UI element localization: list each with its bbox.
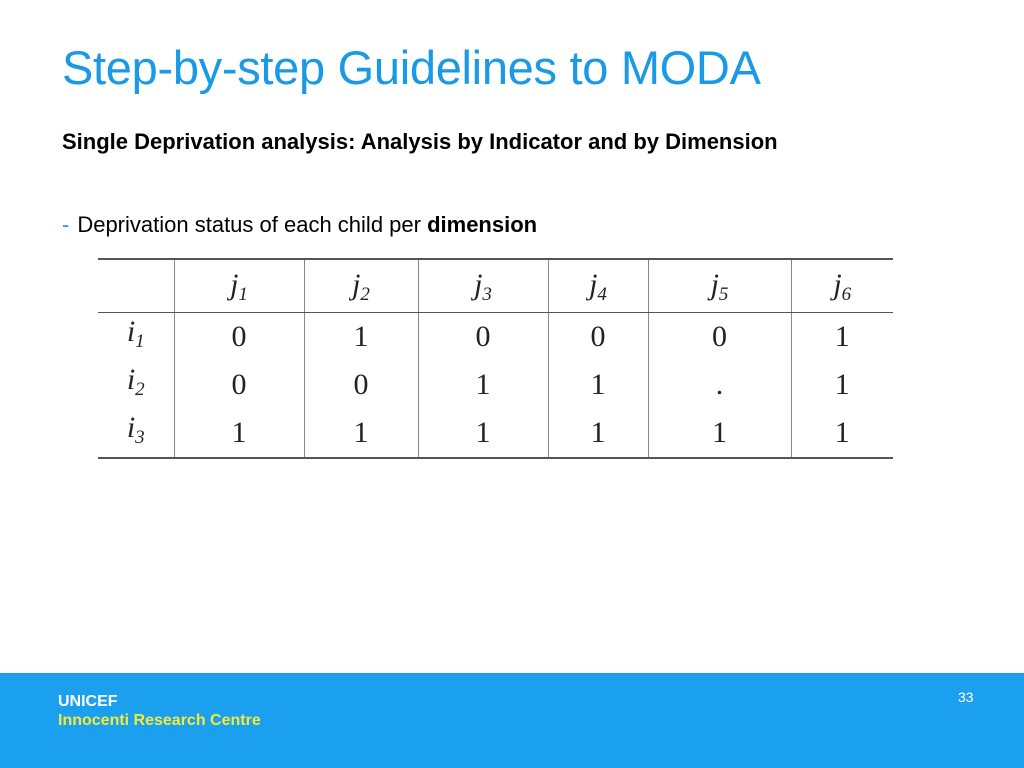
- table-cell: 1: [174, 409, 304, 458]
- bullet-text: Deprivation status of each child per: [77, 212, 428, 237]
- table-cell: .: [648, 361, 791, 409]
- bullet-emphasis: dimension: [427, 212, 538, 237]
- table-cell: 0: [174, 361, 304, 409]
- footer-centre-name: Innocenti Research Centre: [58, 712, 261, 729]
- column-header: $j_3$: [418, 259, 548, 313]
- table-row: [98, 313, 893, 362]
- table-row: [98, 361, 893, 409]
- column-header: $j_4$: [548, 259, 648, 313]
- deprivation-table: [98, 258, 893, 459]
- slide-subtitle: Single Deprivation analysis: Analysis by Indicator and by Dimension: [62, 129, 778, 154]
- table-cell: 0: [648, 313, 791, 362]
- column-header: $j_6$: [791, 259, 893, 313]
- table-cell: 0: [174, 313, 304, 362]
- footer-bar: [0, 673, 1024, 768]
- page-number: 33: [958, 689, 974, 705]
- table-cell: 1: [548, 409, 648, 458]
- table-cell: 1: [791, 313, 893, 362]
- column-header: $j_5$: [648, 259, 791, 313]
- table-cell: 1: [548, 361, 648, 409]
- table-cell: 0: [304, 361, 418, 409]
- table-row: [98, 409, 893, 458]
- column-header: $j_2$: [304, 259, 418, 313]
- slide-title: Step-by-step Guidelines to MODA: [62, 41, 761, 94]
- table-cell: 1: [418, 361, 548, 409]
- row-header: $i_1$: [126, 315, 145, 352]
- table-cell: 1: [304, 313, 418, 362]
- row-header: $i_2$: [126, 363, 145, 400]
- table-cell: 0: [548, 313, 648, 362]
- deprivation-table-figure: [98, 258, 893, 449]
- table-cell: 1: [304, 409, 418, 458]
- footer-org-name: UNICEF: [58, 693, 118, 710]
- row-header: $i_3$: [98, 409, 174, 458]
- corner-cell: [98, 259, 174, 313]
- table-cell: 1: [791, 361, 893, 409]
- table-cell: 1: [648, 409, 791, 458]
- table-cell: 0: [418, 313, 548, 362]
- bullet-marker: -: [62, 212, 70, 237]
- table-cell: 1: [791, 409, 893, 458]
- table-cell: 1: [418, 409, 548, 458]
- column-header: $j_1$: [174, 259, 304, 313]
- table-header-row: [98, 259, 893, 313]
- bullet-item: [62, 212, 537, 238]
